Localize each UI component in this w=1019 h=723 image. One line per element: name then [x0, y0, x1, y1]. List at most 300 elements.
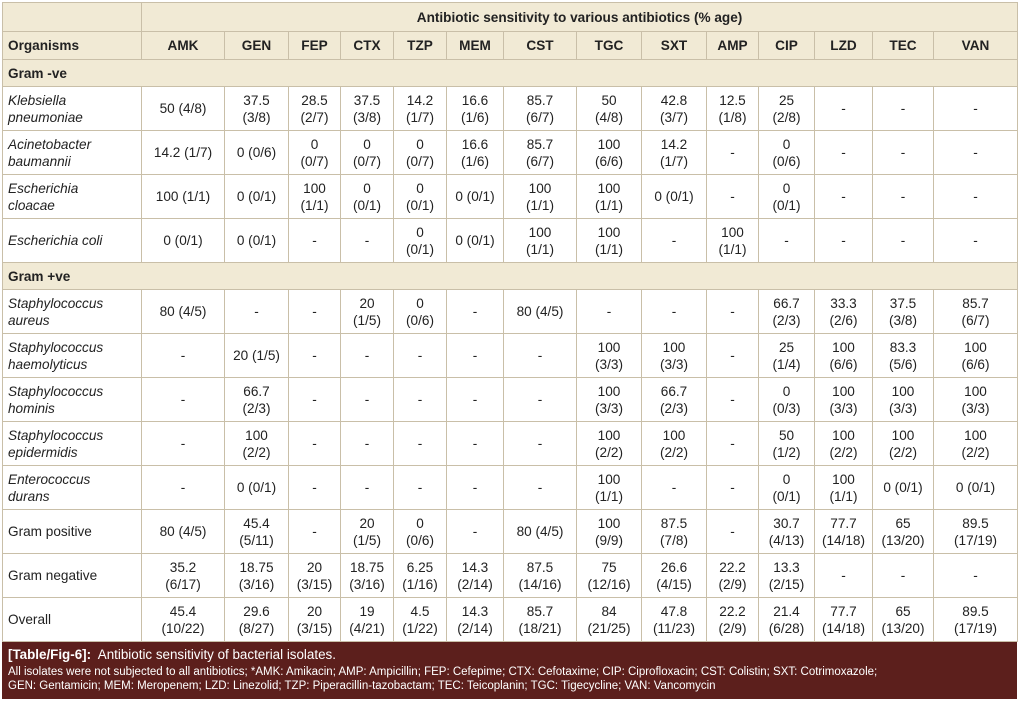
sensitivity-cell [289, 87, 341, 131]
cell-text: 100 [832, 427, 855, 443]
organism-cell [3, 334, 142, 378]
cell-text: 33.3 [830, 295, 857, 311]
cell-text: Enterococcus [8, 471, 91, 487]
cell-text: - [417, 480, 423, 495]
sensitivity-cell [815, 131, 873, 175]
sensitivity-cell [707, 131, 759, 175]
table-figure [2, 2, 1017, 699]
header-corner-cell [3, 3, 142, 32]
antibiotic-header: AMP [707, 32, 759, 60]
cell-text: 84 [601, 603, 617, 619]
sensitivity-cell [447, 378, 504, 422]
cell-text: - [312, 524, 317, 539]
cell-text: (2/3) [660, 400, 688, 416]
organism-cell [3, 290, 142, 334]
cell-text: (1/1) [300, 197, 329, 213]
antibiotic-header: CST [504, 32, 577, 60]
sensitivity-cell [504, 290, 577, 334]
cell-text: (21/25) [587, 620, 631, 636]
cell-text: - [180, 436, 186, 451]
sensitivity-cell [504, 219, 577, 263]
caption-title-line [8, 646, 1011, 663]
sensitivity-cell [759, 334, 815, 378]
cell-text: 100 [597, 136, 621, 152]
cell-text: - [730, 436, 735, 451]
cell-text: 30.7 [773, 515, 800, 531]
sensitivity-cell [934, 466, 1018, 510]
sensitivity-cell [289, 378, 341, 422]
cell-text: Escherichia [8, 180, 79, 196]
sensitivity-cell [504, 598, 577, 642]
sensitivity-cell [577, 510, 642, 554]
sensitivity-cell [934, 175, 1018, 219]
cell-text: - [973, 189, 978, 204]
cell-text: (3/3) [829, 400, 858, 416]
cell-text: (6/7) [526, 109, 554, 125]
cell-text: (3/7) [660, 109, 688, 125]
sensitivity-cell [142, 87, 225, 131]
cell-text: 100 [721, 224, 744, 240]
sensitivity-cell [707, 510, 759, 554]
sensitivity-cell [577, 598, 642, 642]
cell-text: (0/1) [353, 197, 381, 213]
sensitivity-cell [577, 378, 642, 422]
cell-text: 66.7 [660, 383, 688, 399]
cell-text: (2/2) [829, 444, 858, 460]
cell-text: 16.6 [461, 92, 489, 108]
sensitivity-cell [225, 466, 289, 510]
cell-text: (11/23) [652, 620, 696, 636]
sensitivity-cell [815, 175, 873, 219]
cell-text: (3/8) [242, 109, 271, 125]
sensitivity-cell [504, 87, 577, 131]
section-header-row [3, 60, 1018, 87]
cell-text: (2/6) [829, 312, 858, 328]
cell-text: (1/7) [660, 153, 688, 169]
antibiotic-header: TGC [577, 32, 642, 60]
sensitivity-cell [577, 219, 642, 263]
cell-text: 100 [597, 427, 621, 443]
cell-text: (2/15) [768, 576, 805, 592]
cell-text: - [900, 233, 906, 248]
cell-text: (1/1) [829, 488, 858, 504]
cell-text: (2/9) [718, 620, 747, 636]
cell-text: cloacae [8, 197, 55, 213]
sensitivity-cell [447, 466, 504, 510]
cell-text: 77.7 [830, 515, 857, 531]
cell-text: 0 (0/1) [455, 233, 495, 248]
cell-text: (2/2) [889, 444, 917, 460]
sensitivity-cell [759, 422, 815, 466]
cell-text: Staphylococcus [8, 295, 104, 311]
sensitivity-cell [394, 131, 447, 175]
table-row [3, 598, 1018, 642]
cell-text: (4/21) [349, 620, 385, 636]
sensitivity-cell [341, 554, 394, 598]
sensitivity-cell [815, 378, 873, 422]
cell-text: (1/8) [718, 109, 747, 125]
cell-text: (1/7) [406, 109, 434, 125]
sensitivity-cell [504, 334, 577, 378]
cell-text: 25 [778, 92, 795, 108]
sensitivity-cell [394, 422, 447, 466]
cell-text: 0 (0/1) [236, 480, 277, 495]
cell-text: (0/6) [406, 312, 434, 328]
cell-text: (1/6) [461, 153, 489, 169]
cell-text: - [364, 480, 370, 495]
cell-text: (2/3) [772, 312, 801, 328]
sensitivity-cell [815, 554, 873, 598]
sensitivity-cell [934, 87, 1018, 131]
cell-text: (6/17) [165, 576, 201, 592]
cell-text: 100 [597, 224, 621, 240]
sensitivity-cell [394, 175, 447, 219]
cell-text: (0/6) [772, 153, 801, 169]
sensitivity-cell [759, 175, 815, 219]
cell-text: 80 (4/5) [516, 524, 564, 539]
sensitivity-cell [815, 510, 873, 554]
sensitivity-cell [447, 131, 504, 175]
cell-text: - [312, 392, 317, 407]
sensitivity-cell [642, 598, 707, 642]
figure-caption [2, 642, 1017, 699]
cell-text: (8/27) [238, 620, 275, 636]
cell-text: - [312, 348, 317, 363]
sensitivity-cell [142, 510, 225, 554]
antibiotic-header: TZP [394, 32, 447, 60]
group-header: Antibiotic sensitivity to various antibiotics (% age) [142, 3, 1018, 32]
sensitivity-cell [642, 378, 707, 422]
cell-text: 65 [895, 515, 911, 531]
sensitivity-cell [934, 554, 1018, 598]
table-row [3, 334, 1018, 378]
sensitivity-cell [707, 422, 759, 466]
sensitivity-cell [447, 290, 504, 334]
cell-text: (0/7) [406, 153, 434, 169]
cell-text: 42.8 [660, 92, 688, 108]
cell-text: - [537, 480, 543, 495]
cell-text: 0 [782, 471, 791, 487]
sensitivity-cell [759, 378, 815, 422]
sensitivity-cell [142, 131, 225, 175]
organism-cell [3, 422, 142, 466]
cell-text: 100 [964, 427, 987, 443]
cell-text: 50 (4/8) [159, 101, 207, 116]
cell-text: 0 [782, 180, 791, 196]
cell-text: 0 (0/1) [654, 189, 694, 204]
cell-text: 37.5 [889, 295, 917, 311]
sensitivity-cell [394, 378, 447, 422]
sensitivity-cell [225, 290, 289, 334]
table-row [3, 510, 1018, 554]
cell-text: - [730, 480, 735, 495]
antibiotic-header: CTX [341, 32, 394, 60]
sensitivity-cell [504, 422, 577, 466]
cell-text: 0 [416, 224, 424, 240]
cell-text: 4.5 [410, 603, 430, 619]
cell-text: 100 [662, 427, 686, 443]
sensitivity-cell [289, 510, 341, 554]
sensitivity-cell [142, 378, 225, 422]
cell-text: - [784, 233, 789, 248]
sensitivity-cell [225, 422, 289, 466]
sensitivity-cell [142, 290, 225, 334]
sensitivity-cell [341, 290, 394, 334]
section-label: Gram -ve [3, 60, 1018, 87]
sensitivity-cell [873, 598, 934, 642]
cell-text: 89.5 [962, 603, 989, 619]
sensitivity-cell [577, 466, 642, 510]
cell-text: (13/20) [881, 532, 925, 548]
sensitivity-cell [873, 554, 934, 598]
table-row [3, 466, 1018, 510]
cell-text: - [364, 233, 370, 248]
cell-text: (3/15) [296, 620, 333, 636]
cell-text: (3/3) [595, 356, 623, 372]
sensitivity-cell [394, 466, 447, 510]
cell-text: 20 [306, 603, 323, 619]
antibiotic-header: MEM [447, 32, 504, 60]
sensitivity-cell [934, 422, 1018, 466]
cell-text: (2/2) [961, 444, 990, 460]
sensitivity-cell [142, 598, 225, 642]
cell-text: 14.2 (1/7) [153, 145, 213, 160]
cell-text: - [973, 101, 978, 116]
sensitivity-cell [341, 219, 394, 263]
cell-text: 85.7 [962, 295, 989, 311]
cell-text: Staphylococcus [8, 339, 104, 355]
caption-label: [Table/Fig-6]: [8, 647, 92, 662]
caption-note-line: All isolates were not subjected to all antibiotics; *AMK: Amikacin; AMP: Ampicillin; FEP: Cefepime; CTX: Cefotaxime; CIP: Ciprofloxacin; CST: Colistin; SXT: Cotrimoxazole; [8, 666, 878, 678]
cell-text: 6.25 [406, 559, 434, 575]
table-row [3, 554, 1018, 598]
organism-cell [3, 131, 142, 175]
cell-text: 100 [662, 339, 686, 355]
sensitivity-cell [759, 131, 815, 175]
cell-text: (0/1) [772, 488, 801, 504]
sensitivity-cell [873, 219, 934, 263]
cell-text: (14/18) [821, 620, 866, 636]
cell-text: - [841, 101, 846, 116]
organism-cell [3, 378, 142, 422]
sensitivity-cell [873, 334, 934, 378]
cell-text: 22.2 [719, 559, 746, 575]
sensitivity-cell [447, 510, 504, 554]
sensitivity-cell [289, 334, 341, 378]
cell-text: - [472, 436, 478, 451]
cell-text: (3/16) [238, 576, 275, 592]
sensitivity-cell [225, 554, 289, 598]
sensitivity-cell [341, 378, 394, 422]
sensitivity-cell [873, 175, 934, 219]
cell-text: 19 [359, 603, 375, 619]
sensitivity-cell [341, 131, 394, 175]
cell-text: 0 (0/1) [163, 233, 203, 248]
sensitivity-cell [815, 87, 873, 131]
sensitivity-cell [394, 554, 447, 598]
sensitivity-cell [759, 219, 815, 263]
sensitivity-cell [394, 290, 447, 334]
cell-text: (1/1) [526, 197, 554, 213]
sensitivity-cell [341, 175, 394, 219]
cell-text: 18.75 [349, 559, 385, 575]
cell-text: 12.5 [719, 92, 746, 108]
sensitivity-cell [394, 87, 447, 131]
sensitivity-cell [394, 510, 447, 554]
cell-text: 100 [597, 515, 621, 531]
cell-text: (0/1) [406, 241, 434, 257]
sensitivity-cell [394, 598, 447, 642]
cell-text: 65 [895, 603, 911, 619]
sensitivity-cell [394, 334, 447, 378]
sensitivity-cell [873, 87, 934, 131]
sensitivity-cell [759, 290, 815, 334]
cell-text: (1/1) [526, 241, 554, 257]
sensitivity-cell [815, 334, 873, 378]
cell-text: 0 (0/1) [955, 480, 996, 495]
sensitivity-cell [707, 378, 759, 422]
cell-text: 14.3 [461, 559, 489, 575]
cell-text: (3/3) [961, 400, 990, 416]
sensitivity-cell [815, 598, 873, 642]
cell-text: (5/6) [889, 356, 917, 372]
cell-text: 85.7 [526, 136, 554, 152]
cell-text: 100 [245, 427, 268, 443]
cell-text: 100 [891, 383, 915, 399]
sensitivity-cell [707, 554, 759, 598]
cell-text: 20 (1/5) [233, 348, 280, 363]
cell-text: 35.2 [169, 559, 197, 575]
sensitivity-cell [142, 466, 225, 510]
sensitivity-cell [642, 510, 707, 554]
cell-text: 85.7 [526, 603, 554, 619]
sensitivity-cell [642, 87, 707, 131]
cell-text: 25 [778, 339, 795, 355]
antibiotic-header: AMK [142, 32, 225, 60]
cell-text: (3/15) [296, 576, 333, 592]
sensitivity-cell [447, 87, 504, 131]
sensitivity-cell [289, 598, 341, 642]
cell-text: (0/7) [353, 153, 381, 169]
cell-text: (0/6) [406, 532, 434, 548]
antibiotic-header: LZD [815, 32, 873, 60]
cell-text: 85.7 [526, 92, 554, 108]
cell-text: (3/16) [349, 576, 385, 592]
sensitivity-cell [225, 87, 289, 131]
table-row [3, 422, 1018, 466]
organism-cell [3, 175, 142, 219]
cell-text: (4/8) [595, 109, 623, 125]
sensitivity-cell [447, 175, 504, 219]
cell-text: 0 [310, 136, 319, 152]
table-row [3, 87, 1018, 131]
cell-text: - [900, 568, 906, 583]
cell-text: 100 [597, 471, 621, 487]
header-row-antibiotics [3, 32, 1018, 60]
cell-text: (14/16) [518, 576, 562, 592]
cell-text: - [537, 348, 543, 363]
table-row [3, 175, 1018, 219]
cell-text: (2/3) [242, 400, 271, 416]
cell-text: 0 (0/1) [883, 480, 923, 495]
sensitivity-cell [873, 466, 934, 510]
table-row [3, 219, 1018, 263]
cell-text: (12/16) [587, 576, 631, 592]
sensitivity-cell [341, 510, 394, 554]
antibiotic-header: VAN [934, 32, 1018, 60]
cell-text: (7/8) [660, 532, 688, 548]
table-row [3, 131, 1018, 175]
sensitivity-cell [504, 378, 577, 422]
cell-text: Overall [8, 612, 52, 627]
cell-text: (3/8) [353, 109, 381, 125]
cell-text: - [254, 304, 259, 319]
cell-text: - [472, 392, 478, 407]
sensitivity-cell [707, 87, 759, 131]
sensitivity-cell [142, 334, 225, 378]
cell-text: 16.6 [461, 136, 489, 152]
cell-text: haemolyticus [8, 356, 88, 372]
cell-text: - [472, 524, 478, 539]
cell-text: (3/3) [889, 400, 917, 416]
sensitivity-cell [934, 334, 1018, 378]
sensitivity-cell [341, 87, 394, 131]
cell-text: 83.3 [889, 339, 917, 355]
cell-text: 100 [597, 383, 621, 399]
cell-text: - [900, 189, 906, 204]
antibiotic-sensitivity-table [2, 2, 1018, 642]
sensitivity-cell [225, 219, 289, 263]
cell-text: 28.5 [301, 92, 328, 108]
cell-text: 100 [891, 427, 915, 443]
sensitivity-cell [341, 466, 394, 510]
sensitivity-cell [934, 510, 1018, 554]
sensitivity-cell [642, 131, 707, 175]
cell-text: 89.5 [962, 515, 989, 531]
cell-text: (2/2) [242, 444, 271, 460]
cell-text: 0 [782, 136, 791, 152]
cell-text: 87.5 [526, 559, 554, 575]
cell-text: 14.2 [660, 136, 688, 152]
antibiotic-header: CIP [759, 32, 815, 60]
sensitivity-cell [142, 175, 225, 219]
organism-cell [3, 466, 142, 510]
cell-text: 100 [303, 180, 326, 196]
cell-text: - [312, 304, 317, 319]
cell-text: durans [8, 488, 50, 504]
cell-text: - [730, 304, 735, 319]
sensitivity-cell [289, 175, 341, 219]
cell-text: - [841, 568, 846, 583]
sensitivity-cell [447, 334, 504, 378]
cell-text: 100 (1/1) [155, 189, 211, 204]
cell-text: 14.2 [406, 92, 434, 108]
cell-text: (6/7) [961, 312, 990, 328]
sensitivity-cell [759, 554, 815, 598]
cell-text: 100 [597, 180, 621, 196]
sensitivity-cell [577, 422, 642, 466]
cell-text: - [472, 304, 478, 319]
cell-text: (1/6) [461, 109, 489, 125]
cell-text: 45.4 [169, 603, 197, 619]
antibiotic-header: GEN [225, 32, 289, 60]
cell-text: (0/7) [300, 153, 329, 169]
cell-text: Escherichia coli [8, 233, 103, 248]
sensitivity-cell [642, 554, 707, 598]
cell-text: (1/22) [402, 620, 438, 636]
sensitivity-cell [225, 598, 289, 642]
cell-text: 77.7 [830, 603, 857, 619]
